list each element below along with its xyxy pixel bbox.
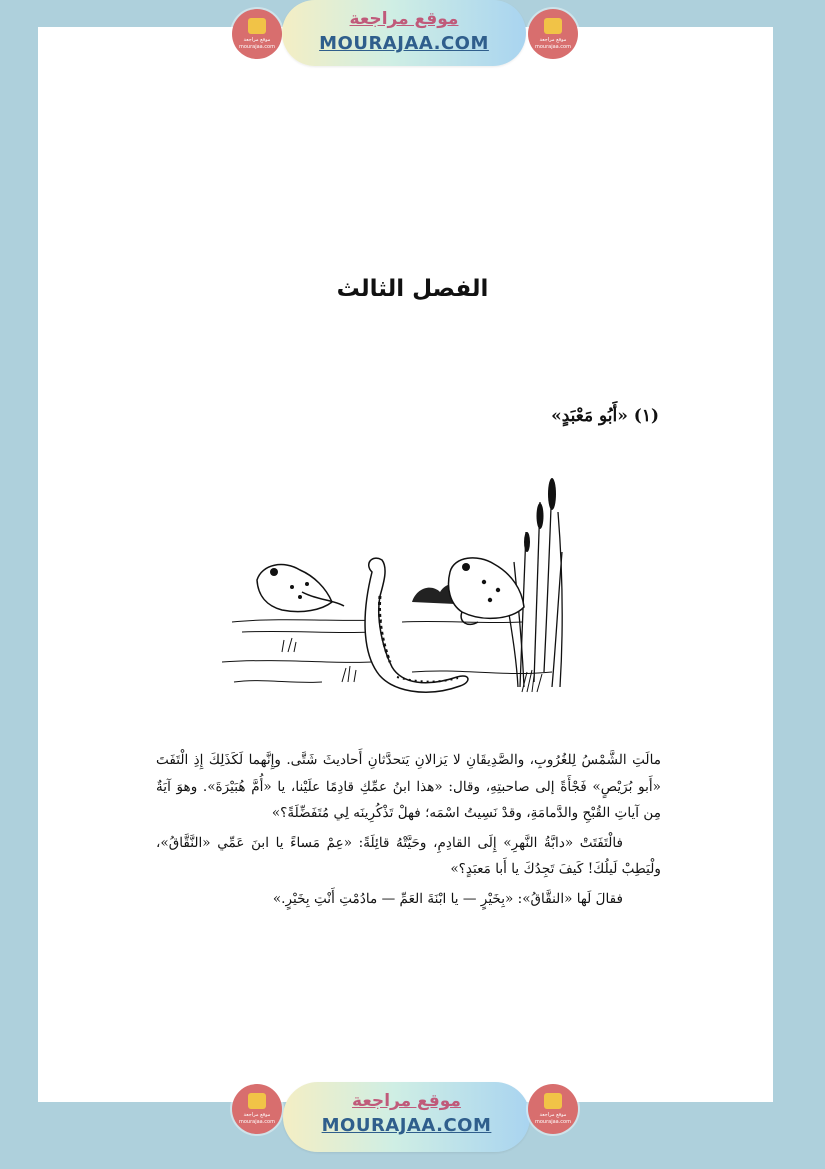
story-text	[156, 747, 661, 912]
site-link-badge[interactable]	[283, 1082, 530, 1152]
site-name-english[interactable]: MOURAJAA.COM	[321, 1115, 492, 1136]
cattail-icon	[548, 478, 556, 510]
site-logo-icon[interactable]: موقع مراجعة mourajaa.com	[528, 1084, 578, 1134]
site-name-english[interactable]: MOURAJAA.COM	[319, 33, 489, 54]
left-frog-icon	[257, 565, 344, 612]
site-logo-icon[interactable]: موقع مراجعة mourajaa.com	[232, 9, 282, 59]
site-name-arabic[interactable]: موقع مراجعة	[349, 9, 459, 29]
site-name-arabic[interactable]: موقع مراجعة	[352, 1091, 461, 1111]
right-frog-icon	[449, 558, 525, 625]
top-banner	[0, 0, 825, 70]
paragraph: فقالَ لَها «النقَّاقُ»: «بِخَيْرٍ — يا ابْنَةَ العَمِّ — مادُمْتِ أَنْتِ بِخَيْرٍ.»	[272, 890, 623, 907]
frogs-and-lizard-illustration	[222, 472, 567, 714]
site-logo-icon[interactable]: موقع مراجعة mourajaa.com	[528, 9, 578, 59]
paragraph: فالْتَفَتَتْ «دابَّةُ النَّهرِ» إِلَى القادِمِ، وحَيَّتْهُ قائِلَةً: «عِمْ مَساءً يا ابنَ عَمِّي «النَّقَّاقُ»، ولْيَطِبْ لَيلُكَ! كَيفَ تَجِدُكَ يا أَبا مَعبَدٍ؟»	[156, 834, 661, 877]
paragraph: مالَتِ الشَّمْسُ لِلغُرُوبِ، والصَّدِيقَانِ لا يَزالانِ يَتحدَّثانِ أَحاديثَ شَتَّى. وإِنَّهما لَكَذَلِكَ إِذِ الْتَفَتَ «أَبو بُرَيْصٍ» فَجْأَةً إلى صاحبتِهِ، وقال: «هذا ابنُ عمِّكِ قادِمًا علَيْنا، يا «أُمَّ هُبَيْرَةَ». وهوَ آيَةٌ مِن آياتِ القُبْحِ والدَّمامَةِ، وقدْ نَسِيتُ اسْمَه؛ فهلْ تَذْكُرِينَه لِي مُتَفَضِّلَةً؟»	[156, 752, 661, 821]
chapter-title: الفصل الثالث	[336, 276, 489, 302]
site-logo-icon[interactable]: موقع مراجعة mourajaa.com	[232, 1084, 282, 1134]
section-title: (١) «أَبُو مَعْبَدٍ»	[551, 406, 659, 426]
site-link-badge[interactable]	[282, 0, 526, 66]
bottom-banner	[0, 1082, 825, 1152]
